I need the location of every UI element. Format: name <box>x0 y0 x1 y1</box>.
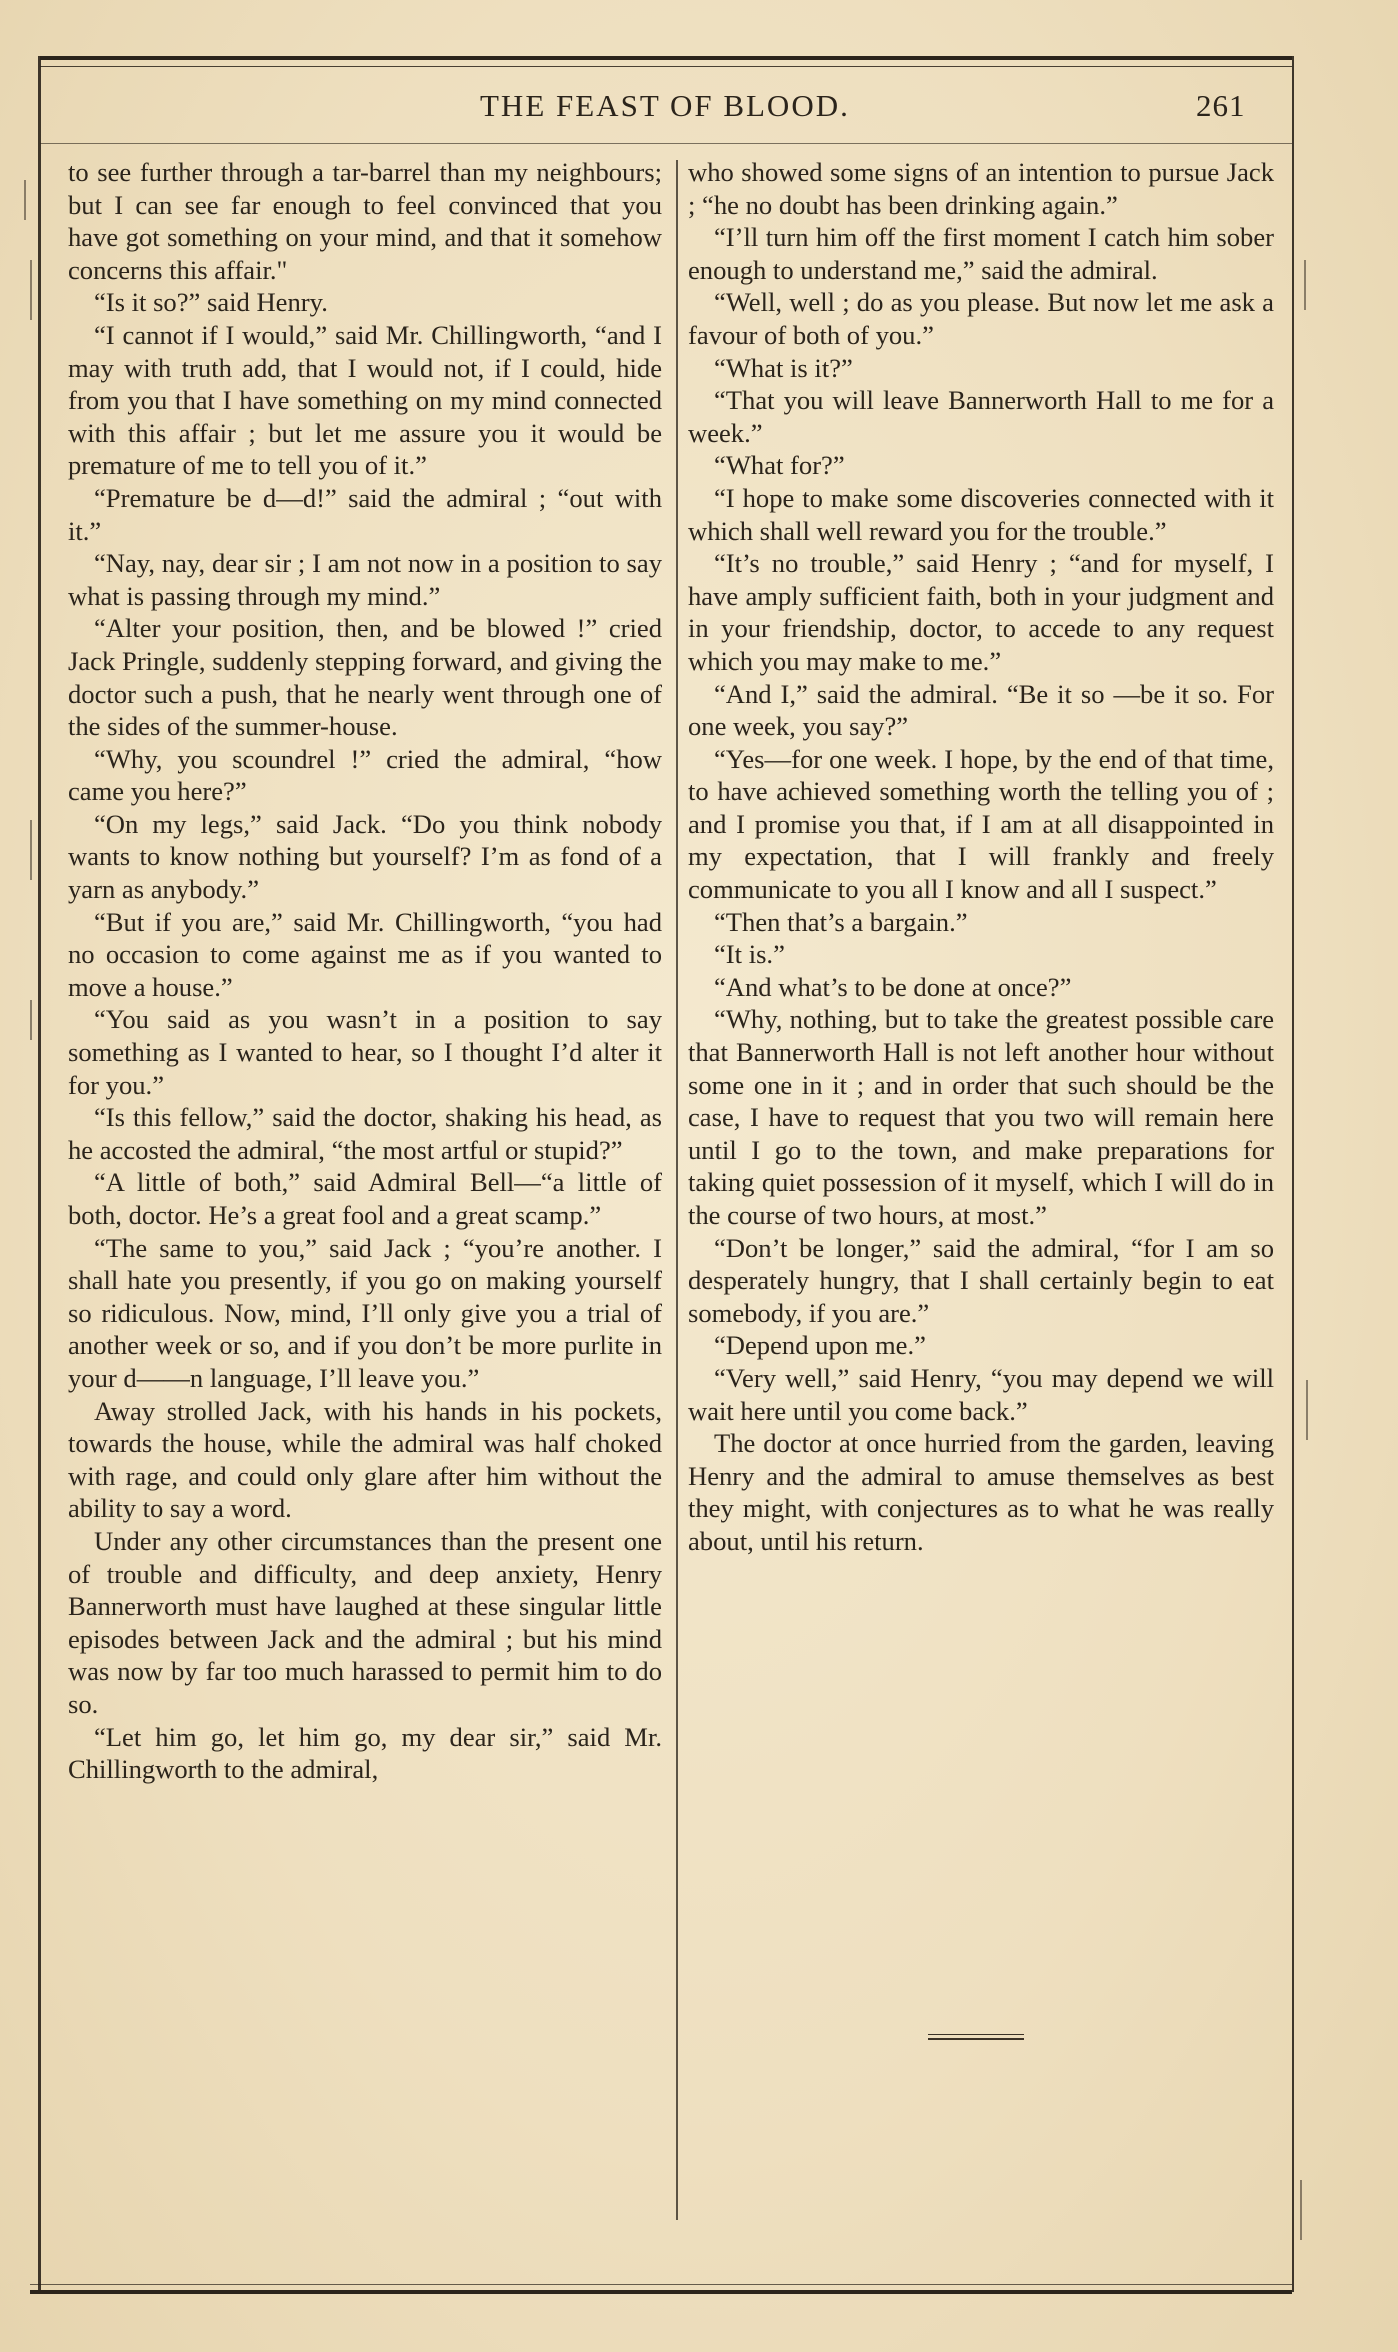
section-end-rule <box>928 2034 1024 2040</box>
paragraph: “Then that’s a bargain.” <box>714 906 968 937</box>
paragraph: “Is this fellow,” said the doctor, shaking his head, as he accosted the admiral, “the most artful or stupid?” <box>68 1102 662 1165</box>
paragraph: “And I,” said the admiral. “Be it so —be it so. For one week, you say?” <box>688 678 1274 742</box>
bottom-border-thin-rule <box>30 2284 1292 2285</box>
paragraph: “Why, nothing, but to take the greatest possible care that Bannerworth Hall is not left another hour without some one in it ; and in order that such should be the case, I have to request that you two will remain here until I go to the town, and make preparations for taking quiet possession of it myself, which I will do in the course of two hours, at most.” <box>688 1004 1274 1230</box>
paragraph: “Why, you scoundrel !” cried the admiral, “how came you here?” <box>68 743 662 807</box>
bottom-border-rule <box>30 2290 1292 2294</box>
paragraph: “Premature be d—d!” said the admiral ; “out with it.” <box>68 482 662 546</box>
paragraph: “Yes—for one week. I hope, by the end of that time, to have achieved something worth the telling you of ; and I promise you that, if I am at all disappointed in my expectation, that I will frankly and freely communicate to you all I know and all I suspect.” <box>688 743 1274 905</box>
paragraph: “What for?” <box>714 450 845 481</box>
margin-mark <box>30 260 32 320</box>
paragraph: “It’s no trouble,” said Henry ; “and for myself, I have amply sufficient faith, both in your judgment and in your friendship, doctor, to accede to any request which you may make to me.” <box>688 548 1274 676</box>
paragraph: Under any other circumstances than the present one of trouble and difficulty, and deep anxiety, Henry Bannerworth must have laughed at these singular little episodes between Jack and the admiral ; but his mind was now by far too much harassed to permit him to do so. <box>68 1525 662 1719</box>
paragraph: “On my legs,” said Jack. “Do you think nobody wants to know nothing but yourself? I’m as fond of a yarn as anybody.” <box>68 808 662 905</box>
margin-mark <box>1306 1380 1308 1440</box>
paragraph: “Let him go, let him go, my dear sir,” said Mr. Chillingworth to the admiral, <box>68 1721 662 1785</box>
paragraph: “Well, well ; do as you please. But now let me ask a favour of both of you.” <box>688 287 1274 350</box>
header-underline <box>40 143 1292 144</box>
paragraph: “And what’s to be done at once?” <box>714 971 1072 1002</box>
right-border-rule <box>1292 56 1294 2292</box>
paragraph: “A little of both,” said Admiral Bell—“a little of both, doctor. He’s a great fool and a great scamp.” <box>68 1167 662 1230</box>
left-column <box>68 156 662 1786</box>
paragraph: to see further through a tar-barrel than my neighbours; but I can see far enough to feel convinced that you have got something on your mind, and that it somehow concerns this affair." <box>68 157 662 285</box>
top-border-rule <box>40 56 1292 60</box>
paragraph: “You said as you wasn’t in a position to say something as I wanted to hear, so I thought I’d alter it for you.” <box>68 1004 662 1100</box>
paragraph: “What is it?” <box>714 352 853 383</box>
paragraph: “Don’t be longer,” said the admiral, “for I am so desperately hungry, that I shall certainly begin to eat somebody, if you are.” <box>688 1232 1274 1328</box>
column-divider <box>676 160 678 2220</box>
paragraph: “That you will leave Bannerworth Hall to me for a week.” <box>688 385 1274 448</box>
paragraph: “I cannot if I would,” said Mr. Chillingworth, “and I may with truth add, that I would not, if I could, hide from you that I have something on my mind connected with this affair ; but let me assure you it would be premature of me to tell you of it.” <box>68 319 662 481</box>
margin-mark <box>24 180 26 220</box>
margin-mark <box>1300 2180 1302 2240</box>
margin-mark <box>1304 260 1306 310</box>
margin-mark <box>30 1000 32 1040</box>
paragraph: Away strolled Jack, with his hands in his pockets, towards the house, while the admiral was half choked with rage, and could only glare after him without the ability to say a word. <box>68 1395 662 1524</box>
paragraph: The doctor at once hurried from the garden, leaving Henry and the admiral to amuse themselves as best they might, with conjectures as to what he was really about, until his return. <box>688 1428 1274 1556</box>
paragraph: “Nay, nay, dear sir ; I am not now in a position to say what is passing through my mind.” <box>68 548 662 611</box>
paragraph: “But if you are,” said Mr. Chillingworth, “you had no occasion to come against me as if you wanted to move a house.” <box>68 906 662 1002</box>
paragraph: “Very well,” said Henry, “you may depend we will wait here until you come back.” <box>688 1362 1274 1426</box>
paragraph: “Is it so?” said Henry. <box>94 287 328 318</box>
paragraph: “Depend upon me.” <box>714 1330 926 1361</box>
top-border-thin-rule <box>40 66 1292 67</box>
paragraph: “I hope to make some discoveries connected with it which shall well reward you for the trouble.” <box>688 482 1274 546</box>
margin-mark <box>30 820 32 880</box>
paragraph: “I’ll turn him off the first moment I catch him sober enough to understand me,” said the admiral. <box>688 222 1274 285</box>
right-column <box>688 156 1274 1558</box>
paragraph: who showed some signs of an intention to pursue Jack ; “he no doubt has been drinking again.” <box>688 157 1274 220</box>
paragraph: “Alter your position, then, and be blowed !” cried Jack Pringle, suddenly stepping forward, and giving the doctor such a push, that he nearly went through one of the sides of the summer-house. <box>68 613 662 742</box>
page-number: 261 <box>1196 88 1246 123</box>
running-head-title: THE FEAST OF BLOOD. <box>480 88 850 123</box>
left-border-rule <box>38 56 41 2292</box>
paragraph: “The same to you,” said Jack ; “you’re another. I shall hate you presently, if you go on making yourself so ridiculous. Now, mind, I’ll only give you a trial of another week or so, and if you don’t be more purlite in your d——n language, I’ll leave you.” <box>68 1232 662 1393</box>
paragraph: “It is.” <box>714 939 785 970</box>
